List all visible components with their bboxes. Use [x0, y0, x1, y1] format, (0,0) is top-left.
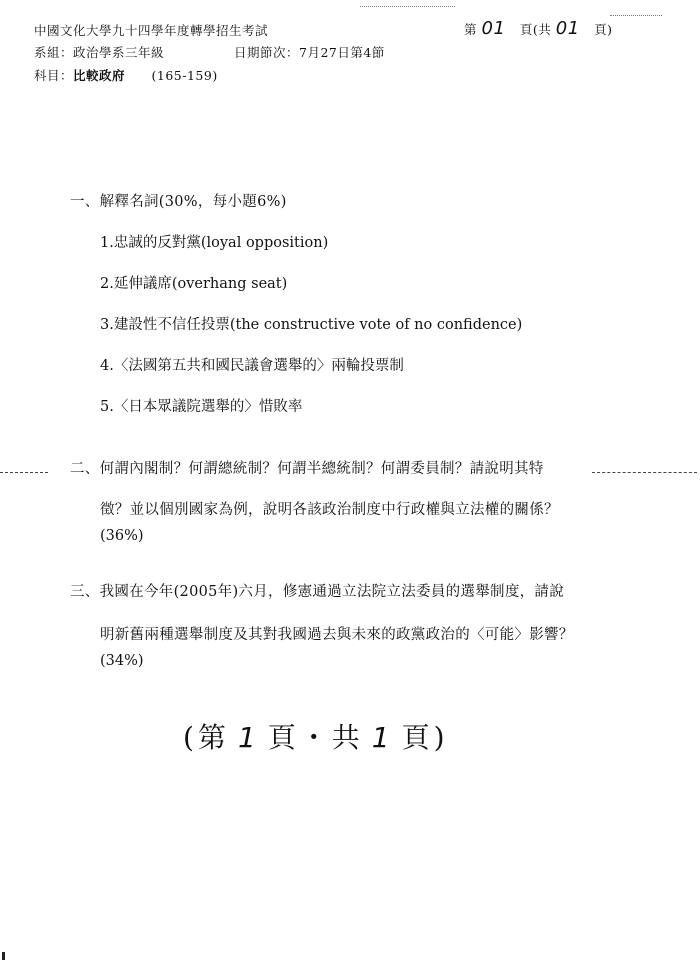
question2-score: (36%) [100, 528, 144, 544]
dept-value: 政治學系三年級 [73, 45, 165, 60]
question1-item: 1.忠誠的反對黨(loyal opposition) [100, 235, 329, 251]
question2-line2: 徵？並以個別國家為例，說明各該政治制度中行政權與立法權的關係？ [100, 502, 559, 518]
subject-line [34, 66, 218, 84]
scan-dashed-line-right [592, 472, 697, 473]
scan-dotted-line-top [360, 6, 455, 7]
question1-item: 4.〈法國第五共和國民議會選舉的〉兩輪投票制 [100, 358, 404, 374]
footer-page-handwritten: 1 [237, 721, 260, 754]
question3-line2: 明新舊兩種選舉制度及其對我國過去與未來的政黨政治的〈可能〉影響？ [100, 627, 574, 643]
page-number-handwritten: 01 [481, 18, 506, 39]
page-counter [464, 18, 613, 39]
question1-item: 2.延伸議席(overhang seat) [100, 276, 288, 292]
question1-item: 5.〈日本眾議院選舉的〉惜敗率 [100, 399, 303, 415]
scan-dashed-line-left [0, 472, 48, 473]
dept-line [34, 43, 164, 61]
dept-label: 系組： [34, 45, 74, 60]
subject-code: (165-159) [151, 68, 218, 83]
subject-label: 科目： [34, 68, 74, 83]
question3-line1: 三、我國在今年(2005年)六月，修憲通過立法院立法委員的選舉制度，請說 [70, 584, 565, 600]
question3-score: (34%) [100, 653, 144, 669]
question1-item: 3.建設性不信任投票(the constructive vote of no confidence) [100, 317, 523, 333]
date-label: 日期節次： [234, 45, 300, 60]
page-mid: 頁(共 [519, 22, 552, 37]
page-total-handwritten: 01 [555, 18, 580, 39]
exam-title: 中國文化大學九十四學年度轉學招生考試 [34, 23, 269, 38]
footer-close: 頁) [401, 721, 449, 754]
question2-line1: 二、何謂內閣制？何謂總統制？何謂半總統制？何謂委員制？請說明其特 [70, 461, 544, 477]
date-value: 7月27日第4節 [299, 45, 385, 60]
footer-open: (第 [183, 721, 230, 754]
subject-value: 比較政府 [73, 68, 126, 83]
footer-mid: 頁・共 [267, 721, 364, 754]
scan-dotted-line-top-right [610, 15, 662, 16]
footer-page-mark [183, 716, 449, 756]
scan-speck [2, 952, 5, 960]
date-line [234, 43, 385, 61]
page-suffix: 頁) [594, 22, 613, 37]
footer-total-handwritten: 1 [371, 721, 394, 754]
page-prefix: 第 [464, 22, 478, 37]
question1-heading: 一、解釋名詞(30%，每小題6%) [70, 194, 287, 210]
